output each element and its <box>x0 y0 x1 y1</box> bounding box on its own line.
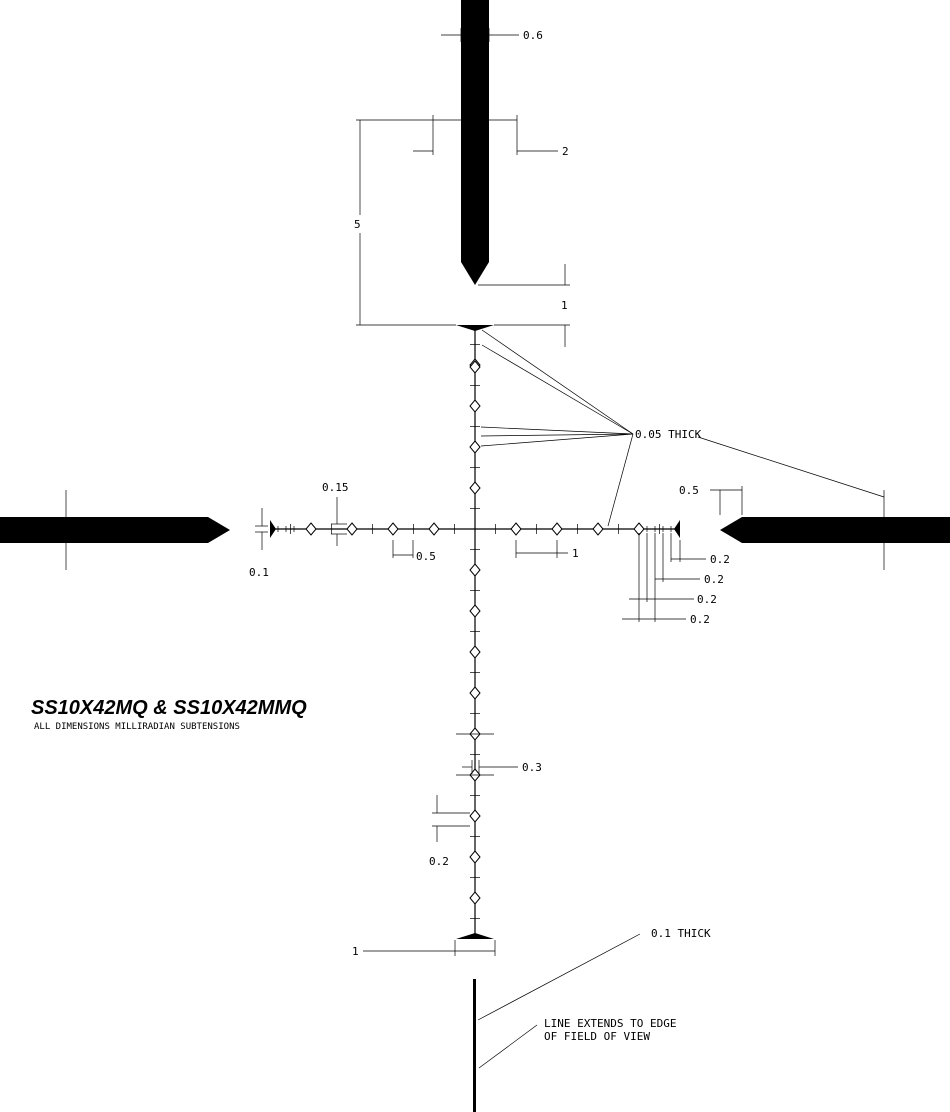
label-gap-05: 0.5 <box>679 484 699 497</box>
label-tick-c: 0.2 <box>697 593 717 606</box>
dim-mark-width-label: 2 <box>562 145 569 158</box>
dim-marker-01 <box>249 508 269 579</box>
horizontal-diamond <box>552 523 562 535</box>
vertical-diamond <box>470 851 480 863</box>
dim-post-width <box>441 28 543 42</box>
dim-gap <box>478 264 570 347</box>
vertical-diamond <box>470 646 480 658</box>
drawing-subtitle: ALL DIMENSIONS MILLIRADIAN SUBTENSIONS <box>34 722 240 732</box>
label-bottom-1: 1 <box>352 945 359 958</box>
left-cap <box>270 520 276 538</box>
top-post <box>461 0 489 285</box>
dim-post-height <box>354 120 456 325</box>
dim-mark-width <box>413 115 569 158</box>
dim-post-height-label: 5 <box>354 218 361 231</box>
dim-gap-05 <box>679 484 742 515</box>
vertical-diamond <box>470 892 480 904</box>
label-marker-015: 0.15 <box>322 481 349 494</box>
dim-marker-015 <box>322 481 349 546</box>
label-bar-03: 0.3 <box>522 761 542 774</box>
vertical-diamond <box>470 482 480 494</box>
right-cap <box>674 520 680 538</box>
left-post <box>0 517 230 543</box>
note-line1: LINE EXTENDS TO EDGE <box>544 1017 677 1030</box>
label-vert-02: 0.2 <box>429 855 449 868</box>
horizontal-diamond <box>593 523 603 535</box>
horizontal-diamond <box>347 523 357 535</box>
leader-01-thick <box>478 927 711 1020</box>
label-tick-b: 0.2 <box>704 573 724 586</box>
vertical-diamond <box>470 605 480 617</box>
dim-gap-label: 1 <box>561 299 568 312</box>
label-tick-d: 0.2 <box>690 613 710 626</box>
dim-tick-spacings <box>622 533 730 626</box>
dim-spacing-05 <box>393 540 436 563</box>
label-005-thick: 0.05 THICK <box>635 428 702 441</box>
bottom-post <box>473 979 476 1112</box>
drawing-title: SS10X42MQ & SS10X42MMQ <box>31 697 307 719</box>
top-cap <box>456 325 494 331</box>
right-post <box>720 517 950 543</box>
horizontal-diamond <box>306 523 316 535</box>
vertical-diamond <box>470 564 480 576</box>
label-01-thick: 0.1 THICK <box>651 927 711 940</box>
vertical-diamond <box>470 810 480 822</box>
note-line2: OF FIELD OF VIEW <box>544 1030 650 1043</box>
leader-edge-note <box>479 1017 676 1068</box>
horizontal-diamond <box>429 523 439 535</box>
dim-spacing-1 <box>516 540 579 560</box>
vertical-diamond <box>470 400 480 412</box>
label-spacing-05: 0.5 <box>416 550 436 563</box>
dim-vert-02 <box>429 795 470 868</box>
label-spacing-1: 1 <box>572 547 579 560</box>
dim-post-width-label: 0.6 <box>523 29 543 42</box>
dim-bottom-1 <box>352 940 495 958</box>
label-tick-a: 0.2 <box>710 553 730 566</box>
label-marker-01: 0.1 <box>249 566 269 579</box>
horizontal-diamond <box>511 523 521 535</box>
vertical-diamond <box>470 441 480 453</box>
vertical-diamond <box>470 687 480 699</box>
horizontal-diamond <box>388 523 398 535</box>
bottom-cap <box>456 933 494 939</box>
